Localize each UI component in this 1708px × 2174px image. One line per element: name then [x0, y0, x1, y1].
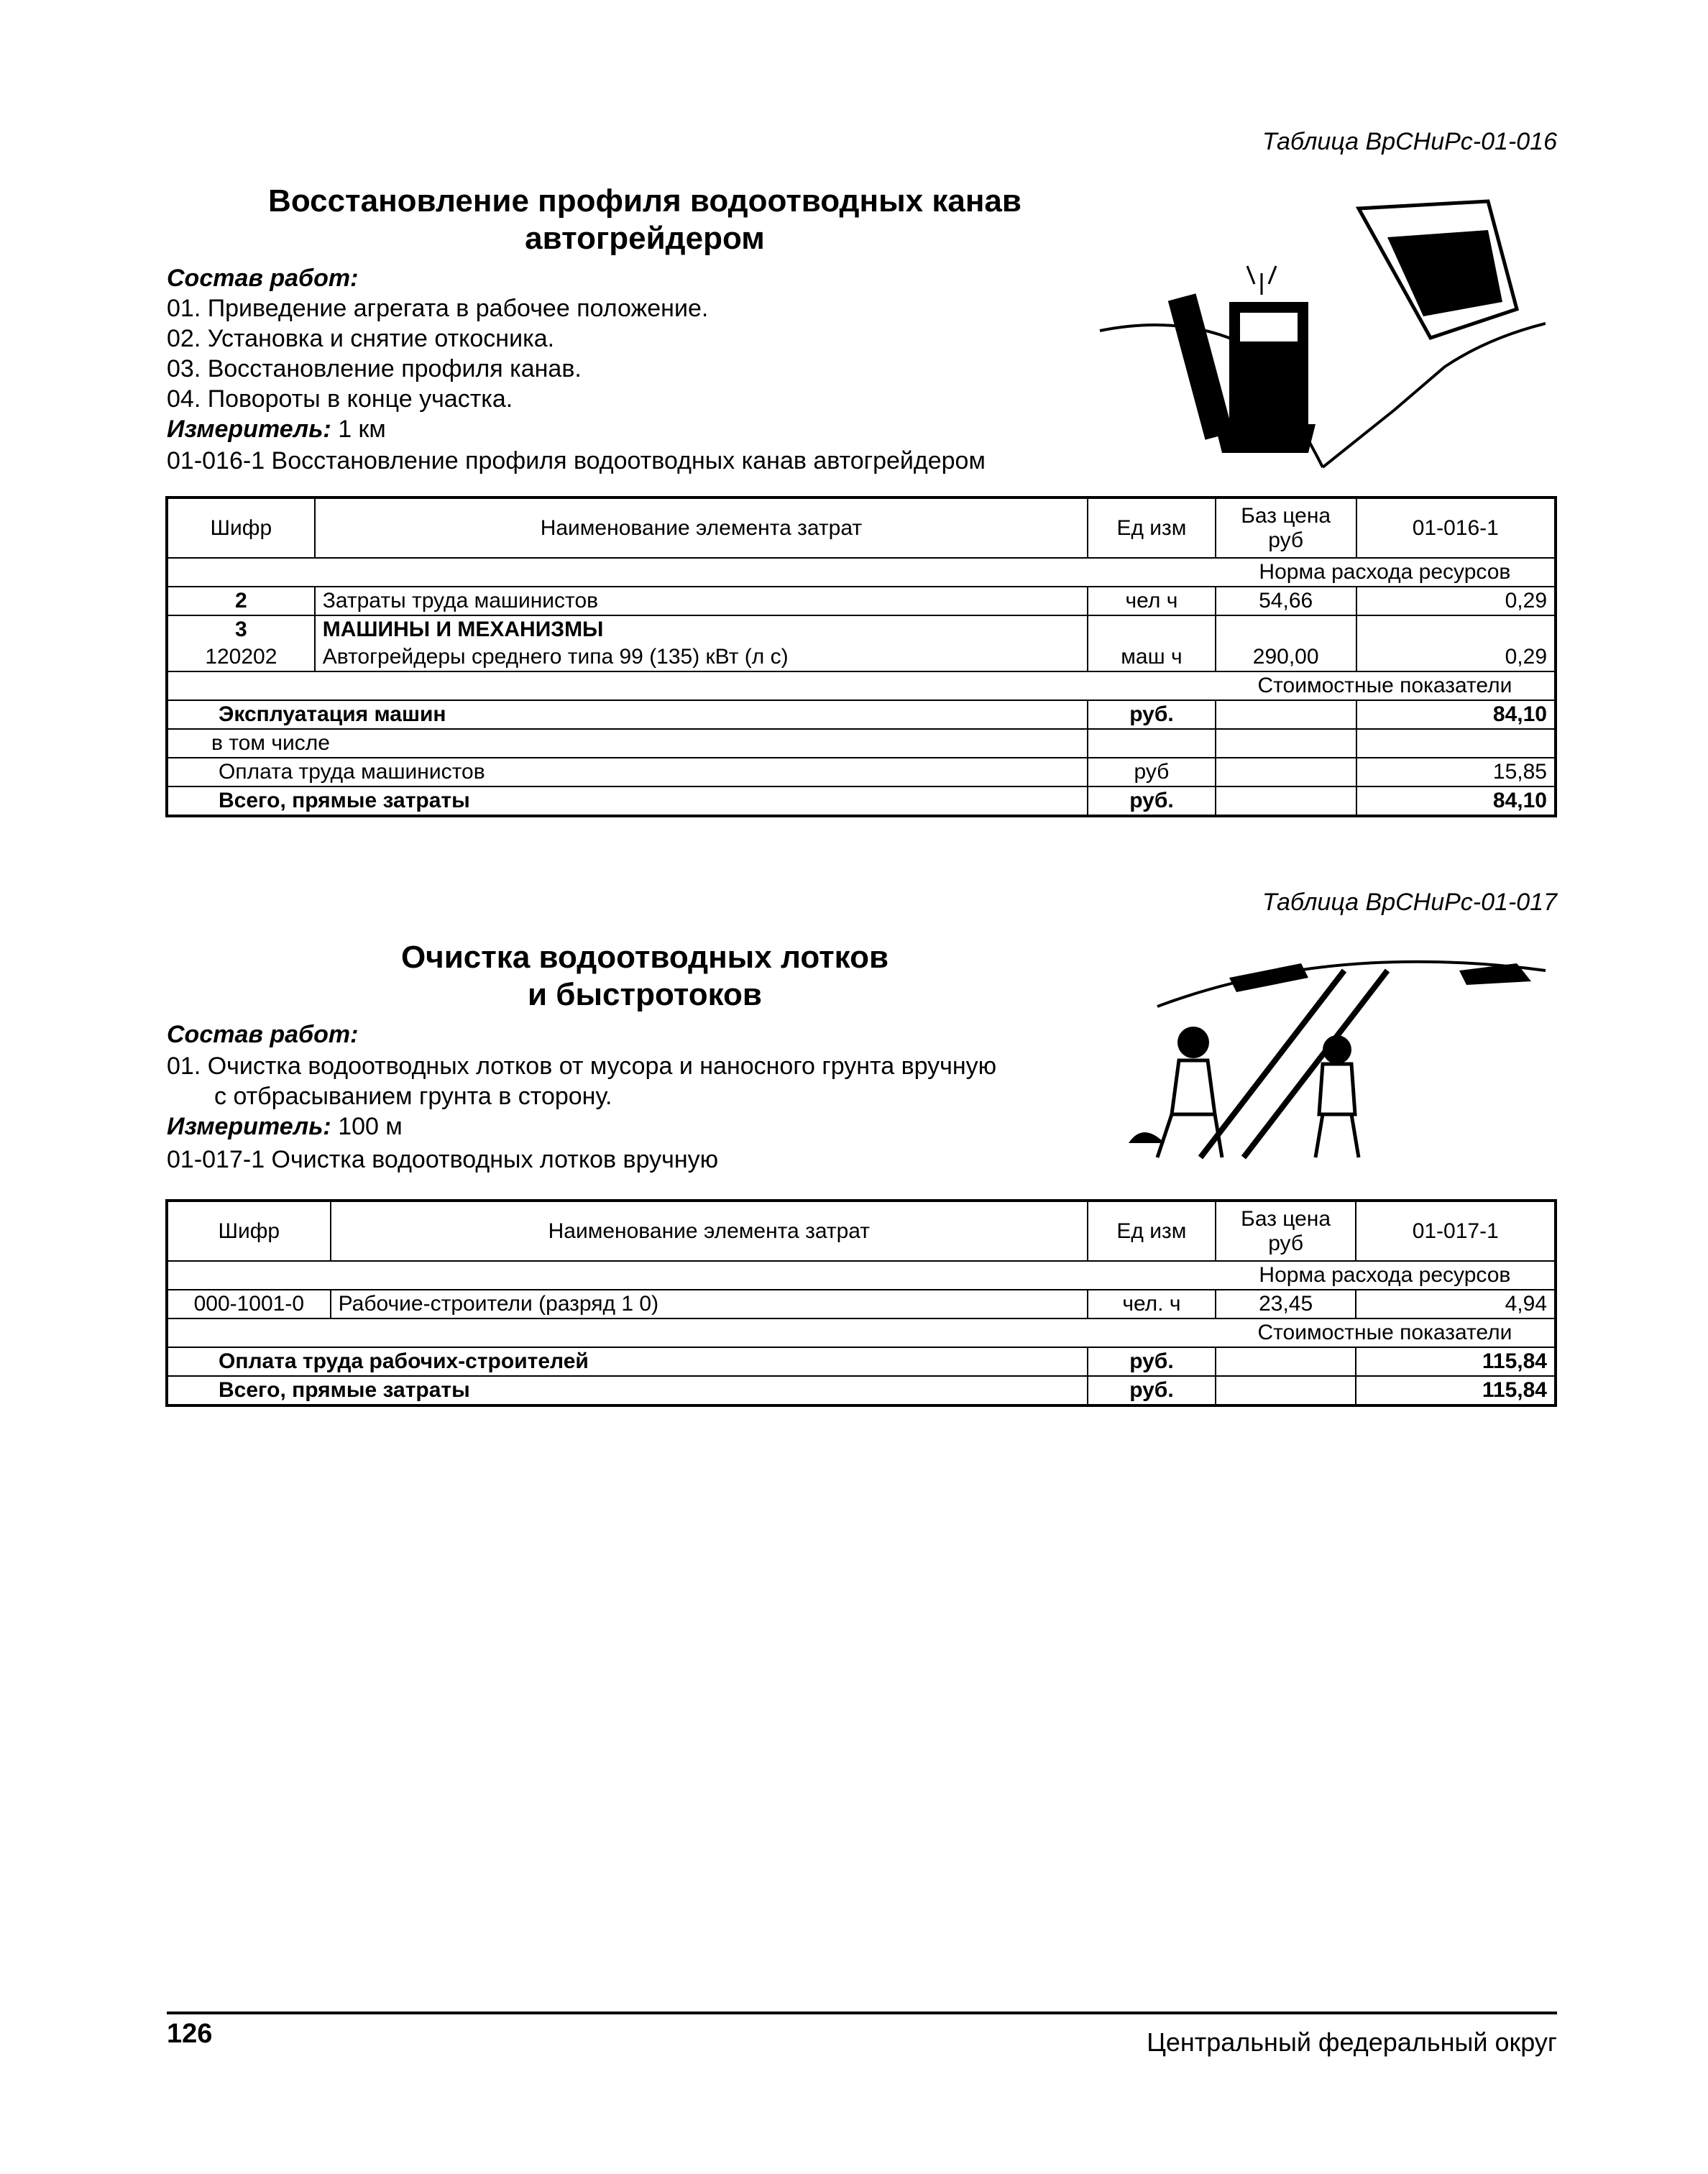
cost-row [167, 729, 1556, 758]
resource-table-017 [165, 1199, 1557, 1407]
composition-label: Состав работ: [167, 265, 359, 292]
norm-header: Норма расхода ресурсов [1216, 558, 1556, 587]
cost-row [167, 1347, 1556, 1376]
grader-illustration [1085, 194, 1546, 482]
head-price: Баз цена руб [1216, 497, 1356, 558]
row-value: 0,29 [1356, 587, 1556, 615]
cost-unit: руб [1088, 758, 1216, 786]
row-name: МАШИНЫ И МЕХАНИЗМЫ [315, 615, 1088, 643]
row-value: 4,94 [1356, 1290, 1556, 1318]
cost-name: Эксплуатация машин [167, 700, 1088, 729]
cost-unit: руб. [1088, 1347, 1216, 1376]
table-row [167, 1290, 1556, 1318]
head-unit: Ед изм [1088, 1201, 1216, 1261]
section-title-line2: автогрейдером [525, 221, 765, 256]
cost-unit: руб. [1088, 700, 1216, 729]
cost-name: Всего, прямые затраты [167, 1376, 1088, 1405]
work-item-4: 04. Повороты в конце участка. [167, 385, 513, 413]
cost-value: 15,85 [1356, 758, 1556, 786]
cost-unit: руб. [1088, 786, 1216, 816]
row-value: 0,29 [1356, 643, 1556, 671]
composition-label: Состав работ: [167, 1021, 359, 1048]
cost-name: Оплата труда рабочих-строителей [167, 1347, 1088, 1376]
cost-value: 84,10 [1356, 786, 1556, 816]
cost-row [167, 786, 1556, 816]
row-unit: чел ч [1088, 587, 1216, 615]
row-price: 54,66 [1216, 587, 1356, 615]
section-title-017 [167, 939, 1123, 1014]
work-item-1: 01. Очистка водоотводных лотков от мусора и наносного грунта вручную [167, 1052, 997, 1080]
row-unit: чел. ч [1088, 1290, 1216, 1318]
head-code: Шифр [167, 497, 315, 558]
row-unit [1088, 615, 1216, 643]
resource-table-016 [165, 496, 1557, 817]
table-caption-016: Таблица ВрСНиРс-01-016 [1262, 128, 1557, 155]
code-line-016: 01-016-1 Восстановление профиля водоотводных канав автогрейдером [167, 447, 986, 474]
cost-header: Стоимостные показатели [1216, 671, 1556, 700]
work-item-2: 02. Установка и снятие откосника. [167, 325, 555, 352]
head-name: Наименование элемента затрат [315, 497, 1088, 558]
cost-row [167, 1376, 1556, 1405]
work-item-1: 01. Приведение агрегата в рабочее положение. [167, 295, 709, 322]
table-caption-017: Таблица ВрСНиРс-01-017 [1262, 889, 1557, 916]
work-item-1-cont: с отбрасыванием грунта в сторону. [214, 1083, 612, 1110]
head-unit: Ед изм [1088, 497, 1216, 558]
cost-unit: руб. [1088, 1376, 1216, 1405]
section-title-line1: Очистка водоотводных лотков [400, 940, 889, 975]
cost-name: Оплата труда машинистов [167, 758, 1088, 786]
table-row [167, 643, 1556, 671]
row-code: 3 [167, 615, 315, 643]
cost-header: Стоимостные показатели [1216, 1318, 1556, 1347]
cost-name: в том числе [167, 729, 1088, 758]
head-col: 01-016-1 [1356, 497, 1556, 558]
workers-illustration [1114, 927, 1560, 1172]
meter-line [167, 1111, 403, 1142]
row-name: Затраты труда машинистов [315, 587, 1088, 615]
head-col: 01-017-1 [1356, 1201, 1556, 1261]
row-price [1216, 615, 1356, 643]
cost-value: 84,10 [1356, 700, 1556, 729]
cost-value: 115,84 [1356, 1376, 1556, 1405]
section-title-016 [167, 183, 1123, 257]
row-unit: маш ч [1088, 643, 1216, 671]
meter-label: Измеритель: [167, 1113, 331, 1140]
cost-value [1356, 729, 1556, 758]
meter-label: Измеритель: [167, 416, 331, 443]
row-price: 23,45 [1216, 1290, 1356, 1318]
page-number: 126 [167, 2019, 213, 2049]
cost-name: Всего, прямые затраты [167, 786, 1088, 816]
table-row [167, 587, 1556, 615]
row-code: 000-1001-0 [167, 1290, 331, 1318]
row-value [1356, 615, 1556, 643]
code-line-017: 01-017-1 Очистка водоотводных лотков вручную [167, 1146, 719, 1173]
work-item-3: 03. Восстановление профиля канав. [167, 355, 582, 382]
row-name: Рабочие-строители (разряд 1 0) [331, 1290, 1088, 1318]
head-code: Шифр [167, 1201, 331, 1261]
cost-unit [1088, 729, 1216, 758]
head-price: Баз цена руб [1216, 1201, 1356, 1261]
section-title-line2: и быстротоков [528, 977, 762, 1012]
meter-value: 1 км [338, 416, 386, 443]
section-title-line1: Восстановление профиля водоотводных канав [268, 183, 1021, 219]
cost-row [167, 700, 1556, 729]
head-name: Наименование элемента затрат [331, 1201, 1088, 1261]
cost-value: 115,84 [1356, 1347, 1556, 1376]
norm-header: Норма расхода ресурсов [1216, 1261, 1556, 1290]
footer-rule [167, 2012, 1557, 2014]
footer-region: Центральный федеральный округ [1147, 2027, 1557, 2057]
row-name: Автогрейдеры среднего типа 99 (135) кВт (л с) [315, 643, 1088, 671]
row-price: 290,00 [1216, 643, 1356, 671]
table-row [167, 615, 1556, 643]
row-code: 120202 [167, 643, 315, 671]
meter-line [167, 414, 386, 444]
row-code: 2 [167, 587, 315, 615]
meter-value: 100 м [338, 1113, 403, 1140]
cost-row [167, 758, 1556, 786]
